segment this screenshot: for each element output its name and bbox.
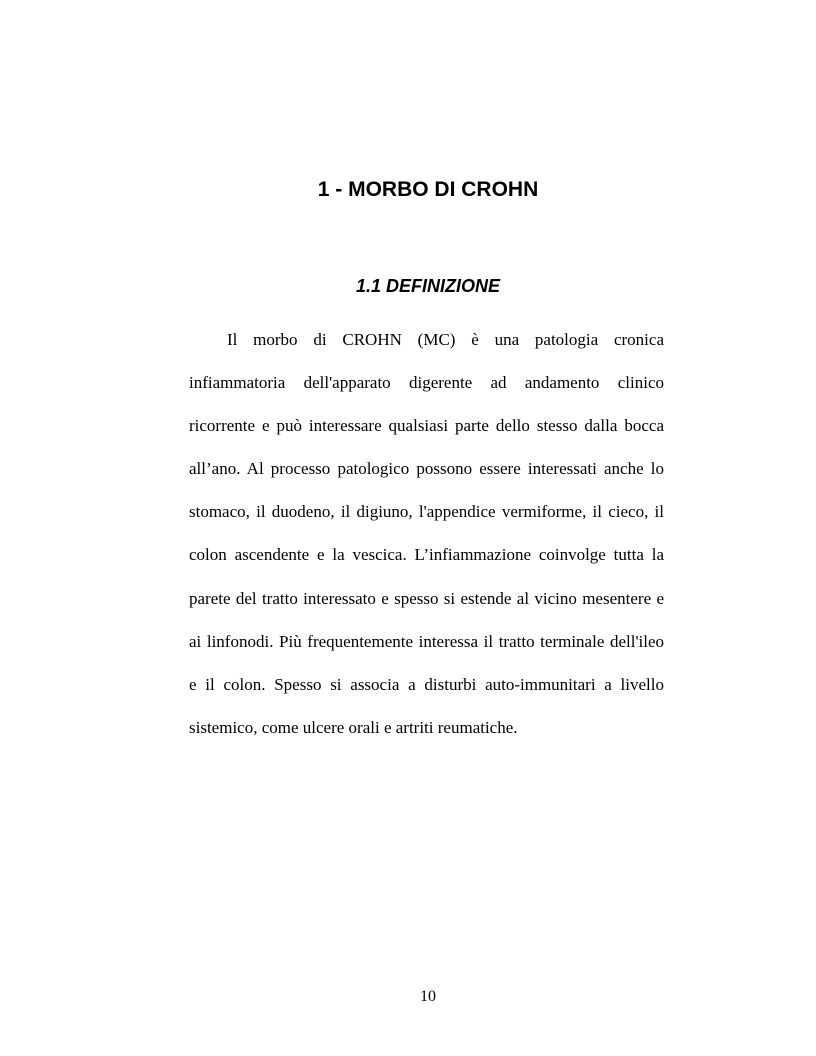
chapter-title: 1 - MORBO DI CROHN (317, 178, 539, 201)
page-number: 10 (420, 988, 436, 1005)
body-paragraph: Il morbo di CROHN (MC) è una patologia cronica infiammatoria dell'apparato digerente ad andamento clinico ricorrente e può interessare qualsiasi parte dello stesso dalla bocca all’ano. Al processo patologico possono essere interessati anche lo stomaco, il duodeno, il digiuno, l'appendice vermiforme, il cieco, il colon ascendente e la vescica. L’infiammazione coinvolge tutta la parete del tratto interessato e spesso si estende al vicino mesentere e ai linfonodi. Più frequentemente interessa il tratto terminale dell'ileo e il colon. Spesso si associa a disturbi auto-immunitari a livello sistemico, come ulcere orali e artriti reumatiche. (189, 330, 664, 737)
section-title: 1.1 DEFINIZIONE (355, 276, 501, 296)
